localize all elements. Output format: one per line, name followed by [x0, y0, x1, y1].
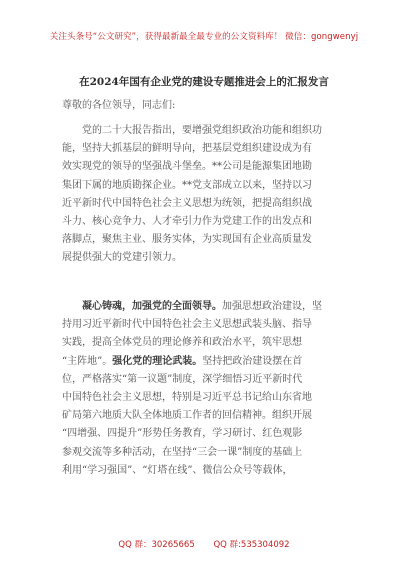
inline-text: 坚持把政治建设摆在首 — [202, 355, 303, 367]
qq-group-2: QQ 群:535304092 — [213, 540, 290, 550]
header-banner: 关注头条号“公文研究”，获得最新最全最专业的公文资料库！ 微信：gongwenyj — [49, 32, 359, 42]
paragraph-line: 落脚点，聚焦主业、服务实体，为实现国有企业高质量发 — [62, 234, 312, 246]
paragraph-line: 矿局第六地质大队全体地质工作者的回信精神。组织开展 — [62, 410, 312, 422]
paragraph-1 — [62, 122, 360, 268]
inline-text: “主阵地”。 — [62, 355, 113, 367]
paragraph-line: 斗力、核心竞争力、人才牵引力作为党建工作的出发点和 — [62, 216, 312, 228]
paragraph-line: 位，严格落实“第一议题”制度，深学细悟习近平新时代 — [62, 373, 303, 385]
paragraph-line: 利用“学习强国”、“灯塔在线”、微信公众号等载体， — [62, 464, 293, 476]
paragraph-line: 效实现党的领导的坚强战斗堡垒。**公司是能源集团地勘 — [62, 161, 312, 173]
paragraph-line: 实践，提高全体党员的理论修养和政治水平，筑牢思想 — [62, 337, 302, 349]
footer — [0, 538, 408, 550]
paragraph-line: 能，坚持大抓基层的鲜明导向，把基层党组织建设成为有 — [62, 143, 312, 155]
paragraph-line — [62, 298, 360, 316]
paragraph-line: 持用习近平新时代中国特色社会主义思想武装头脑、指导 — [62, 319, 312, 331]
bold-heading: 强化党的理论武装。 — [112, 355, 203, 367]
greeting: 尊敬的各位领导，同志们: — [62, 100, 176, 111]
paragraph-line: 近平新时代中国特色社会主义思想为统领，把提高组织战 — [62, 197, 312, 209]
paragraph-line: 参观交流等多种活动，在坚持“三会一课”制度的基础上 — [62, 446, 303, 458]
qq-group-1: QQ 群：30265665 — [118, 540, 195, 550]
bold-heading: 凝心铸魂，加强党的全面领导。 — [82, 301, 222, 312]
paragraph-line: 展提供强大的党建引领力。 — [62, 252, 182, 264]
paragraph-line — [62, 353, 360, 371]
page-title: 在2024年国有企业党的建设专题推进会上的汇报发言 — [79, 76, 329, 88]
paragraph-line: 党的二十大报告指出，要增强党组织政治功能和组织功 — [82, 125, 322, 136]
paragraph-line: 中国特色社会主义思想，特别是习近平总书记给山东省地 — [62, 392, 312, 404]
paragraph-line: 集团下属的地质勘探企业。**党支部成立以来，坚持以习 — [62, 179, 312, 191]
paragraph-line: “四增强、四提升”形势任务教育，学习研讨、红色观影 — [62, 428, 303, 440]
inline-text: 加强思想政治建设，坚 — [222, 301, 322, 312]
paragraph-2 — [62, 298, 360, 480]
